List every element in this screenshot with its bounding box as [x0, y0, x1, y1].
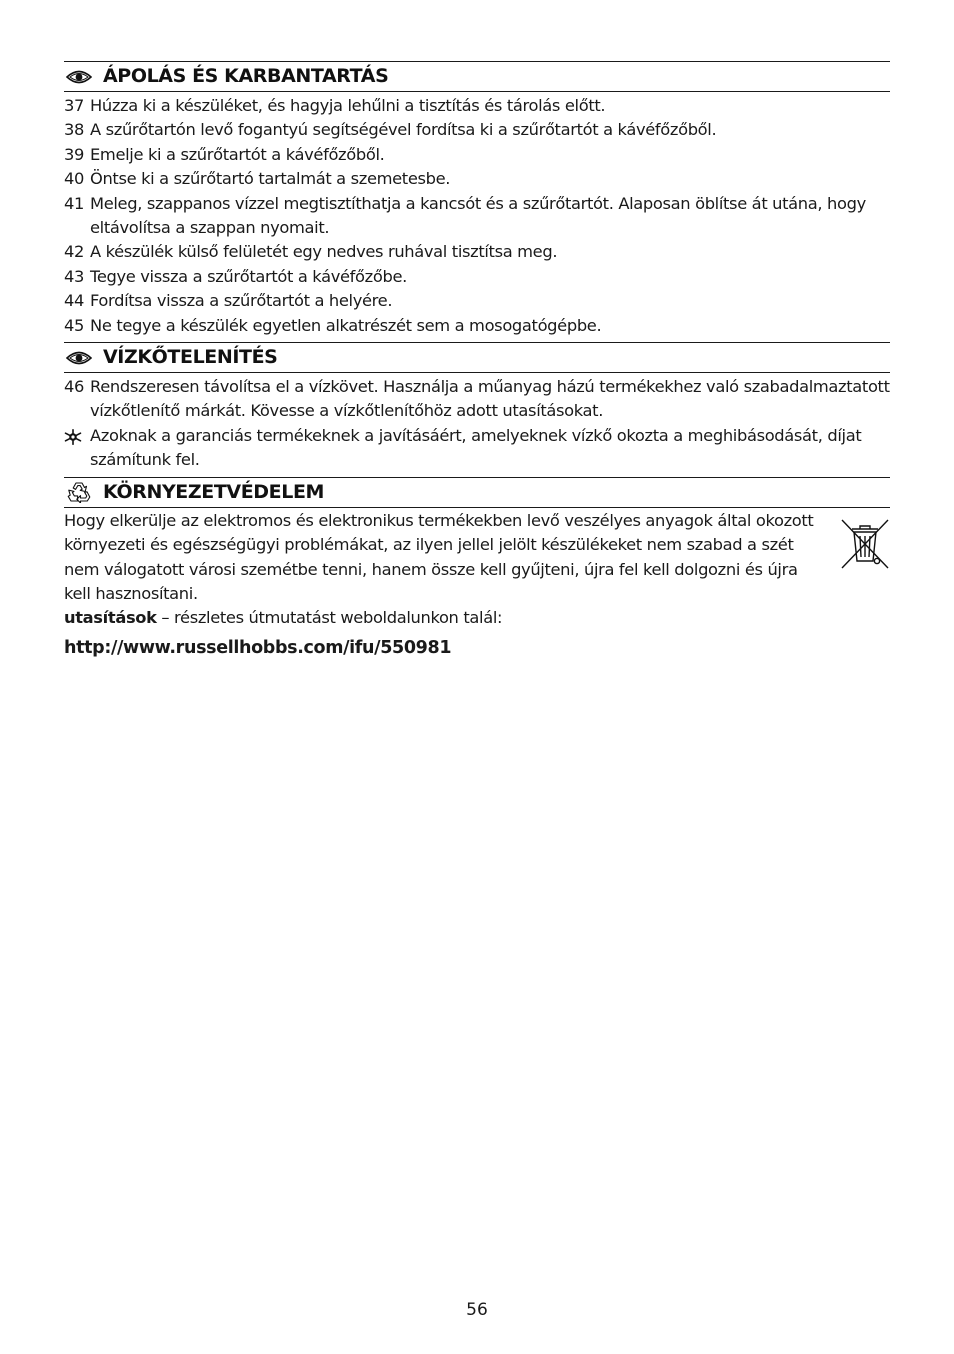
- section-title: ÁPOLÁS ÉS KARBANTARTÁS: [103, 65, 389, 87]
- list-item: 38 A szűrőtartón levő fogantyú segítségével fordítsa ki a szűrőtartót a kávéfőzőből.: [64, 120, 717, 140]
- crossed-bin-icon: [824, 509, 890, 607]
- instructions-text: – részletes útmutatást weboldalunkon talál:: [156, 608, 503, 628]
- instructions-line: [64, 606, 890, 630]
- section-header-descale: [64, 342, 890, 373]
- warning-star-icon: [64, 424, 90, 473]
- eye-icon: [65, 348, 93, 368]
- list-item: 45 Ne tegye a készülék egyetlen alkatrészét sem a mosogatógépbe.: [64, 315, 602, 335]
- environment-block: [64, 508, 890, 607]
- care-steps-list: [64, 92, 890, 338]
- list-item: 42 A készülék külső felületét egy nedves ruhával tisztítsa meg.: [64, 242, 558, 262]
- list-item: 40 Öntse ki a szűrőtartó tartalmát a szemetesbe.: [64, 169, 451, 189]
- page-number: 56: [466, 1300, 488, 1320]
- environment-paragraph: Hogy elkerülje az elektromos és elektronikus termékekben levő veszélyes anyagok által okozott környezeti és egészségügyi problémákat, az ilyen jellel jelölt készülékeket nem szabad a szét nem válogatott városi szemétbe tenni, hanem össze kell gyűjteni, újra fel kell dolgozni és újra kell hasznosítani.: [64, 510, 814, 603]
- page-content: [64, 61, 890, 660]
- section-title: KÖRNYEZETVÉDELEM: [103, 480, 325, 503]
- list-item: 41 Meleg, szappanos vízzel megtisztíthatja a kancsót és a szűrőtartót. Alaposan öblítse át utána, hogy eltávolítsa a szappan nyomait.: [64, 193, 866, 238]
- list-item: 46 Rendszeresen távolítsa el a vízkövet. Használja a műanyag házú termékekhez való szabadalmaztatott vízkőtlenítő márkát. Kövesse a vízkőtlenítőhöz adott utasításokat.: [64, 377, 890, 421]
- list-item: 44 Fordítsa vissza a szűrőtartót a helyére.: [64, 291, 393, 311]
- list-item: 43 Tegye vissza a szűrőtartót a kávéfőzőbe.: [64, 266, 407, 286]
- section-header-environment: [64, 477, 890, 508]
- section-header-care: [64, 61, 890, 92]
- instructions-label: utasítások: [64, 608, 157, 628]
- descale-steps-list: [64, 373, 890, 473]
- eye-icon: [65, 67, 93, 87]
- list-item: 39 Emelje ki a szűrőtartót a kávéfőzőből.: [64, 144, 385, 164]
- section-title: VÍZKŐTELENÍTÉS: [103, 346, 278, 369]
- warning-note: Azoknak a garanciás termékeknek a javításáért, amelyeknek vízkő okozta a meghibásodását, díjat számítunk fel.: [64, 424, 890, 473]
- recycle-icon: [65, 482, 93, 502]
- instructions-url-link[interactable]: http://www.russellhobbs.com/ifu/550981: [64, 637, 452, 658]
- list-item: 37 Húzza ki a készüléket, és hagyja lehűlni a tisztítás és tárolás előtt.: [64, 96, 606, 115]
